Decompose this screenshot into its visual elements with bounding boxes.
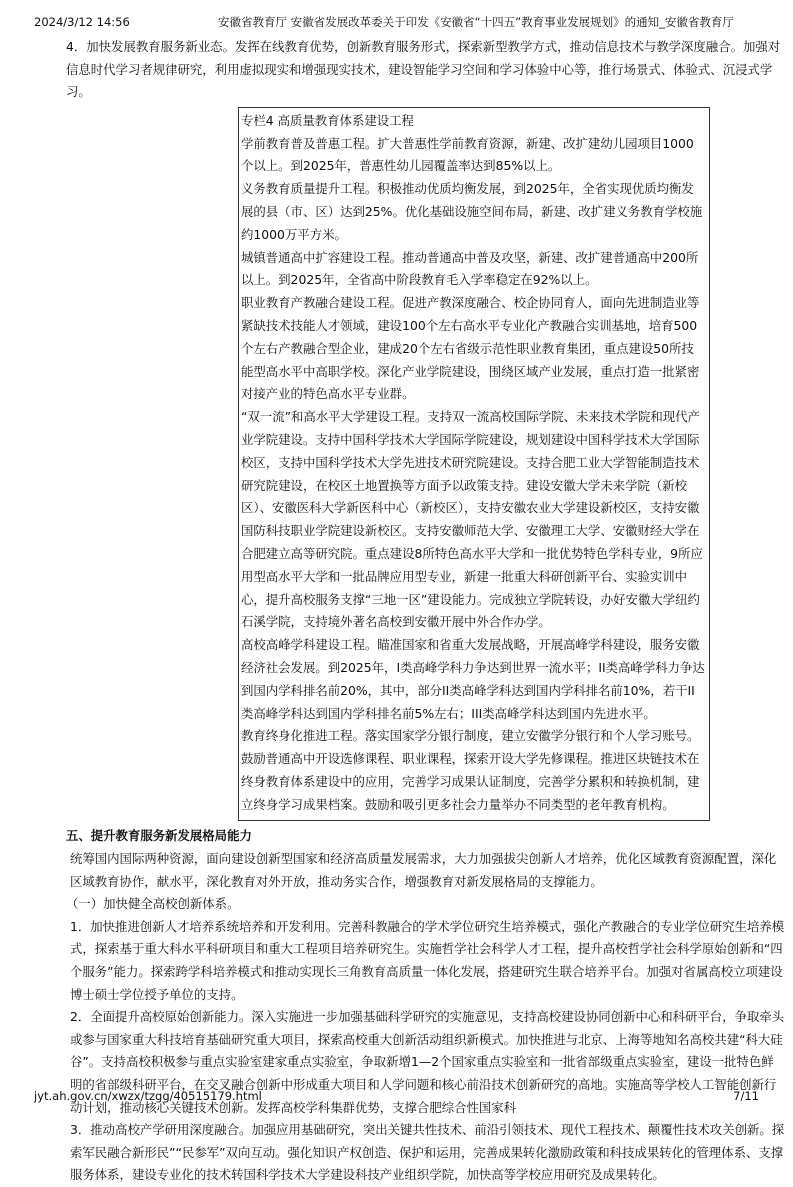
- page-header: [34, 14, 773, 30]
- paragraph-item4: 4．加快发展教育服务新业态。发挥在线教育优势，创新教育服务形式，探索新型教学方式，推动信息技术与教学深度融合。加强对信息时代学习者规律研究，利用虚拟现实和增强现实技术，建设智能学习空间和学习体验中心等，推行场景式、体验式、沉浸式学习。: [66, 39, 781, 100]
- box-title: 专栏4 高质量教育体系建设工程: [241, 112, 414, 128]
- page-footer: [34, 1088, 759, 1104]
- section-title: 五、提升教育服务新发展格局能力: [66, 828, 252, 844]
- print-timestamp: 2024/3/12 14:56: [34, 15, 130, 29]
- paragraph-3: 3．推动高校产学研用深度融合。加强应用基础研究，突出关键共性技术、前沿引领技术、现代工程技术、颠覆性技术攻关创新。探索军民融合新形民”“民参军”双向互动。强化知识产权创造、保护和运用，完善成果转化激励政策和科技成果转化的管理体系、支撑服务体系，建设专业化的技术转国科学技术大学建设科技产业组织学院，加快高等学校应用研究及成果转化。: [70, 1122, 785, 1183]
- page-title: 安徽省教育厅 安徽省发展改革委关于印发《安徽省“十四五”教育事业发展规划》的通知_安徽省教育厅: [218, 15, 734, 29]
- subsection-title: （一）加快健全高校创新体系。: [66, 896, 240, 912]
- box-item-highschool: 城镇普通高中扩容建设工程。推动普通高中普及攻坚，新建、改扩建普通高中200所以上。到2025年，全省高中阶段教育毛入学率稳定在92%以上。: [241, 249, 699, 288]
- box-item-peak-discipline: 高校高峰学科建设工程。瞄准国家和省重大发展战略，开展高峰学科建设，服务安徽经济社会发展。到2025年，I类高峰学科力争达到世界一流水平；II类高峰学科力争达到国内学科排名前20%，其中，部分II类高峰学科达到国内学科排名前10%，若干II类高峰学科达到国内学科排名前5%左右；III类高峰学科达到国内先进水平。: [241, 637, 705, 721]
- footer-url: jyt.ah.gov.cn/xwzx/tzgg/40515179.html: [34, 1089, 262, 1103]
- box-item-compulsory: 义务教育质量提升工程。积极推动优质均衡发展，到2025年，全省实现优质均衡发展的县（市、区）达到25%。优化基础设施空间布局，新建、改扩建义务教育学校施约1000万平方米。: [241, 181, 703, 242]
- page-number: 7/11: [733, 1089, 759, 1103]
- section-intro: 统筹国内国际两种资源，面向建设创新型国家和经济高质量发展需求，大力加强拔尖创新人才培养，优化区域教育资源配置，深化区域教育协作，献水平，深化教育对外开放，推动务实合作，增强教育对新发展格局的支撑能力。: [70, 851, 777, 889]
- document-body: [58, 36, 786, 1187]
- column-box: [238, 107, 710, 822]
- box-item-preschool: 学前教育普及普惠工程。扩大普惠性学前教育资源，新建、改扩建幼儿园项目1000个以上。到2025年，普惠性幼儿园覆盖率达到85%以上。: [241, 135, 694, 174]
- box-item-double-first-class: “双一流”和高水平大学建设工程。支持双一流高校国际学院、未来技术学院和现代产业学院建设。支持中国科学技术大学国际学院建设，规划建设中国科学技术大学国际校区，支持中国科学技术大学先进技术研究院建设。支持合肥工业大学智能制造技术研究院建设，在校区土地置换等方面予以政策支持。建设安徽大学未来学院（新校区）、安徽医科大学新医科中心（新校区），支持安徽农业大学建设新校区，支持安徽国防科技职业学院建设新校区。支持安徽师范大学、安徽理工大学、安徽财经大学在合肥建立高等研究院。重点建设8所特色高水平大学和一批优势特色学科专业，9所应用型高水平大学和一批品牌应用型专业，新建一批重大科研创新平台、实验实训中心，提升高校服务支撑“三地一区”建设能力。完成独立学院转设，办好安徽大学纽约石溪学院，支持境外著名高校到安徽开展中外合作办学。: [241, 409, 703, 630]
- box-item-vocational: 职业教育产教融合建设工程。促进产教深度融合、校企协同育人，面向先进制造业等紧缺技术技能人才领域，建设100个左右高水平专业化产教融合实训基地，培育500个左右产教融合型企业，建成20个左右省级示范性职业教育集团，重点建设50所技能型高水平中高职学校。深化产业学院建设，围绕区域产业发展，重点打造一批紧密对接产业的特色高水平专业群。: [241, 295, 700, 402]
- paragraph-1: 1．加快推进创新人才培养系统培养和开发利用。完善科教融合的学术学位研究生培养模式，强化产教融合的专业学位研究生培养模式，探索基于重大科水平科研项目和重大工程项目培养研究生。实施哲学社会科学人才工程，提升高校哲学社会科学原始创新和“四个服务”能力。探索跨学科培养模式和推动实现长三角教育高质量一体化发展，搭建研究生联合培养平台。加强对省属高校立项建设博士硕士学位授予单位的支持。: [70, 918, 785, 1002]
- paragraph-2: 2．全面提升高校原始创新能力。深入实施进一步加强基础科学研究的实施意见，支持高校建设协同创新中心和科研平台，争取牵头或参与国家重大科技培育基础研究重大项目，探索高校重大创新活动组织新模式。加快推进与北京、上海等地知名高校共建“科大硅谷”。支持高校积极参与重点实验室建家重点实验室，争取新增1—2个国家重点实验室和一批省部级重点实验室，建设一批特色鲜明的省部级科研平台，在交叉融合创新中形成重大项目和人学问题和核心前沿技术创新研究的高地。实施高等学校人工智能创新行动计划，推动核心关键技术创新。发挥高校学科集群优势，支撑合肥综合性国家科: [70, 1009, 785, 1115]
- box-item-lifelong: 教育终身化推进工程。落实国家学分银行制度，建立安徽学分银行和个人学习账号。鼓励普通高中开设选修课程、职业课程，探索开设大学先修课程。推进区块链技术在终身教育体系建设中的应用，完善学习成果认证制度，完善学分累积和转换机制，建立终身学习成果档案。鼓励和吸引更多社会力量举办不同类型的老年教育机构。: [241, 728, 700, 812]
